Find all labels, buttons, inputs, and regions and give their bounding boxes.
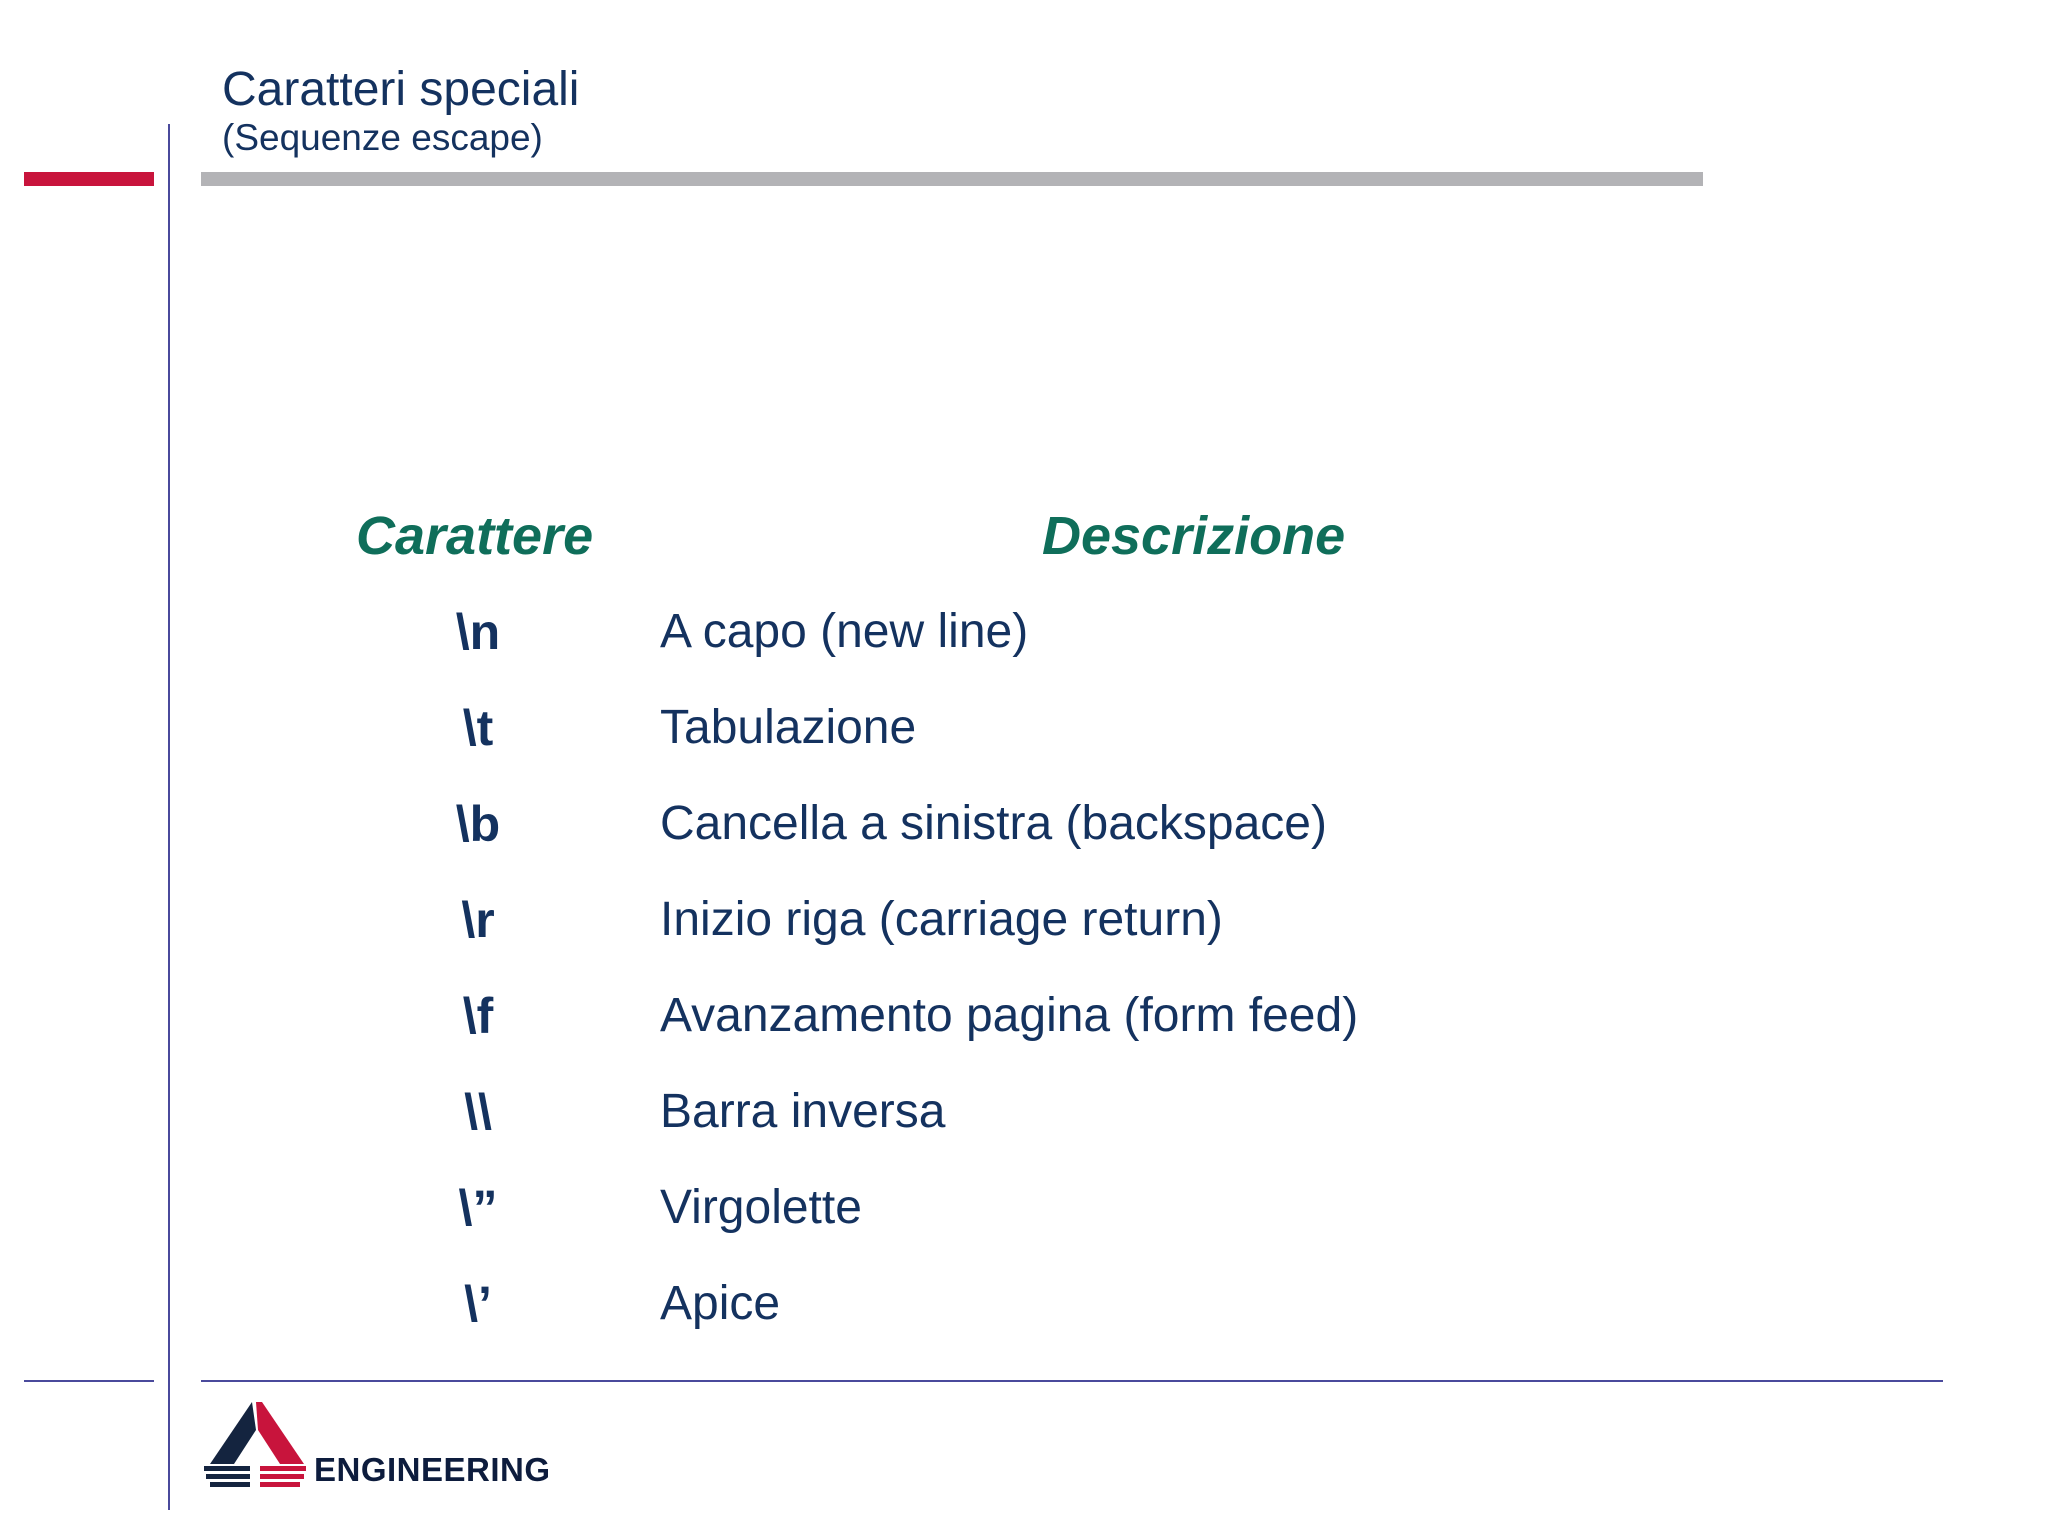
escape-code: \” bbox=[458, 1180, 498, 1236]
escape-description: Tabulazione bbox=[660, 701, 917, 754]
escape-code: \\ bbox=[464, 1084, 492, 1140]
logo-wordmark: ENGINEERING bbox=[314, 1451, 551, 1488]
escape-code: \f bbox=[462, 988, 494, 1044]
table-row bbox=[0, 984, 2048, 1080]
column-header-description: Descrizione bbox=[1042, 506, 1346, 566]
escape-code: \b bbox=[455, 796, 501, 852]
escape-code: \t bbox=[462, 700, 494, 756]
slide-subtitle: (Sequenze escape) bbox=[222, 117, 543, 158]
table-row bbox=[0, 600, 2048, 696]
escape-description: Inizio riga (carriage return) bbox=[660, 893, 1223, 946]
escape-sequence-table bbox=[0, 600, 2048, 1368]
escape-description: Cancella a sinistra (backspace) bbox=[660, 797, 1327, 850]
footer-rule-right bbox=[201, 1380, 1943, 1382]
escape-description: Barra inversa bbox=[660, 1085, 946, 1138]
escape-code: \’ bbox=[464, 1276, 492, 1332]
escape-description: A capo (new line) bbox=[660, 605, 1029, 658]
escape-code: \r bbox=[461, 892, 495, 948]
title-underline-bar bbox=[201, 172, 1703, 186]
table-row bbox=[0, 1176, 2048, 1272]
slide-title: Caratteri speciali bbox=[222, 63, 580, 116]
engineering-logo-icon bbox=[204, 1400, 308, 1490]
accent-bar bbox=[24, 172, 154, 186]
escape-description: Avanzamento pagina (form feed) bbox=[660, 989, 1359, 1042]
footer-rule-left bbox=[24, 1380, 154, 1382]
engineering-logo bbox=[204, 1400, 560, 1492]
table-row bbox=[0, 1272, 2048, 1368]
column-header-character: Carattere bbox=[356, 506, 594, 566]
table-row bbox=[0, 1080, 2048, 1176]
table-row bbox=[0, 792, 2048, 888]
escape-description: Apice bbox=[660, 1277, 781, 1330]
escape-code: \n bbox=[455, 604, 501, 660]
table-row bbox=[0, 888, 2048, 984]
escape-description: Virgolette bbox=[660, 1181, 862, 1234]
table-row bbox=[0, 696, 2048, 792]
